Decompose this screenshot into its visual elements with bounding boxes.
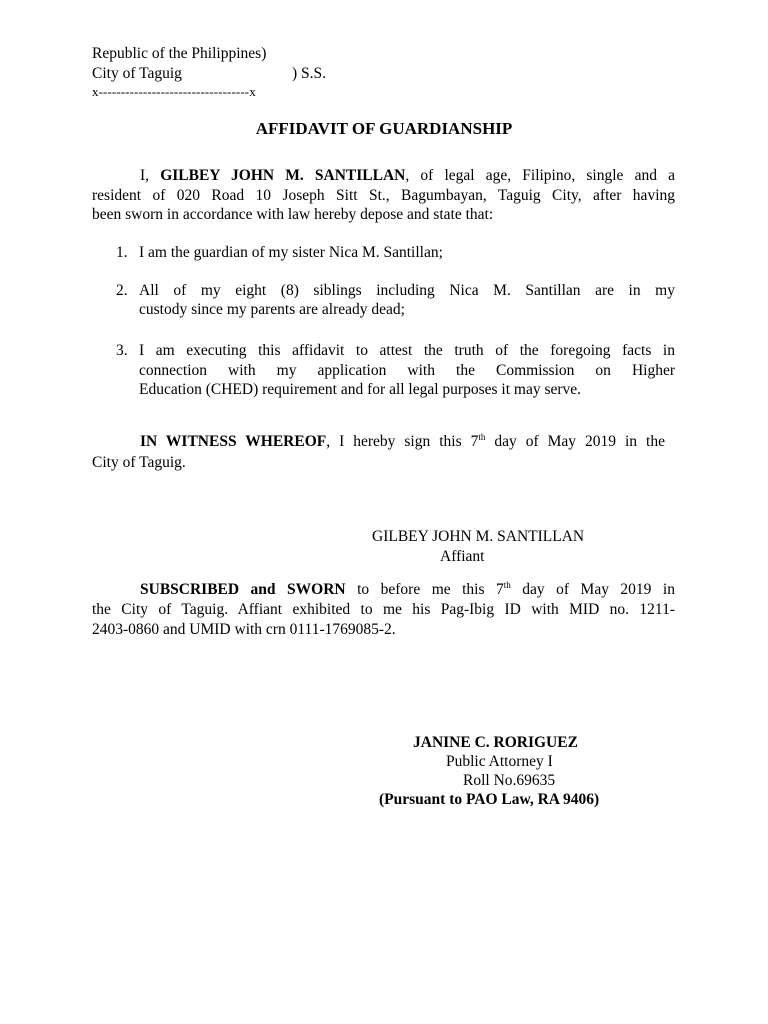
- jurat-bold: SUBSCRIBED and SWORN: [140, 581, 346, 598]
- item-3-line-3: Education (CHED) requirement and for all legal purposes it may serve.: [139, 381, 582, 398]
- witness-line-2: City of Taguig.: [92, 454, 186, 471]
- witness-text-b: day of May 2019 in the: [485, 433, 665, 450]
- jurat-text-a: to before me this 7: [345, 581, 504, 598]
- item-2-line-2: custody since my parents are already dead;: [139, 301, 405, 318]
- caption-ss: ) S.S.: [292, 65, 327, 82]
- jurat-line-2: the City of Taguig. Affiant exhibited to me his Pag-Ibig ID with MID no. 1211-: [92, 601, 675, 618]
- notary-name: JANINE C. RORIGUEZ: [413, 734, 578, 751]
- intro-prefix: I,: [140, 167, 161, 184]
- item-1-number: 1.: [116, 244, 128, 261]
- caption-republic: Republic of the Philippines): [92, 45, 267, 62]
- caption-rule: x----------------------------------x: [92, 84, 256, 99]
- witness-text-a: , I hereby sign this 7: [326, 433, 479, 450]
- item-3-line-1: I am executing this affidavit to attest the truth of the foregoing facts in: [139, 342, 675, 359]
- witness-line-1: [92, 432, 665, 452]
- document-title: AFFIDAVIT OF GUARDIANSHIP: [255, 119, 513, 138]
- item-2-number: 2.: [116, 282, 128, 299]
- item-1-line-1: I am the guardian of my sister Nica M. Santillan;: [139, 244, 443, 261]
- intro-line-2: resident of 020 Road 10 Joseph Sitt St., Bagumbayan, Taguig City, after having: [92, 187, 675, 204]
- item-2-line-1: All of my eight (8) siblings including Nica M. Santillan are in my: [139, 282, 675, 299]
- jurat-line-1: [92, 580, 675, 600]
- witness-sup: th: [478, 432, 486, 442]
- affiant-name-inline: GILBEY JOHN M. SANTILLAN: [160, 167, 406, 184]
- affiant-signature-role: Affiant: [440, 548, 485, 565]
- intro-suffix: , of legal age, Filipino, single and a: [405, 167, 675, 184]
- witness-bold: IN WITNESS WHEREOF: [140, 433, 327, 450]
- intro-line-1: [92, 166, 675, 186]
- item-3-number: 3.: [116, 342, 128, 359]
- item-3-line-2: connection with my application with the Commission on Higher: [139, 362, 675, 379]
- notary-position: Public Attorney I: [446, 753, 553, 770]
- jurat-line-3: 2403-0860 and UMID with crn 0111-1769085-2.: [92, 621, 396, 638]
- jurat-sup: th: [503, 580, 511, 590]
- notary-roll: Roll No.69635: [463, 772, 556, 789]
- caption-city: City of Taguig: [92, 65, 182, 82]
- jurat-text-b: day of May 2019 in: [510, 581, 675, 598]
- notary-authority: (Pursuant to PAO Law, RA 9406): [379, 791, 600, 808]
- affiant-signature-name: GILBEY JOHN M. SANTILLAN: [372, 528, 585, 545]
- intro-line-3: been sworn in accordance with law hereby depose and state that:: [92, 206, 494, 223]
